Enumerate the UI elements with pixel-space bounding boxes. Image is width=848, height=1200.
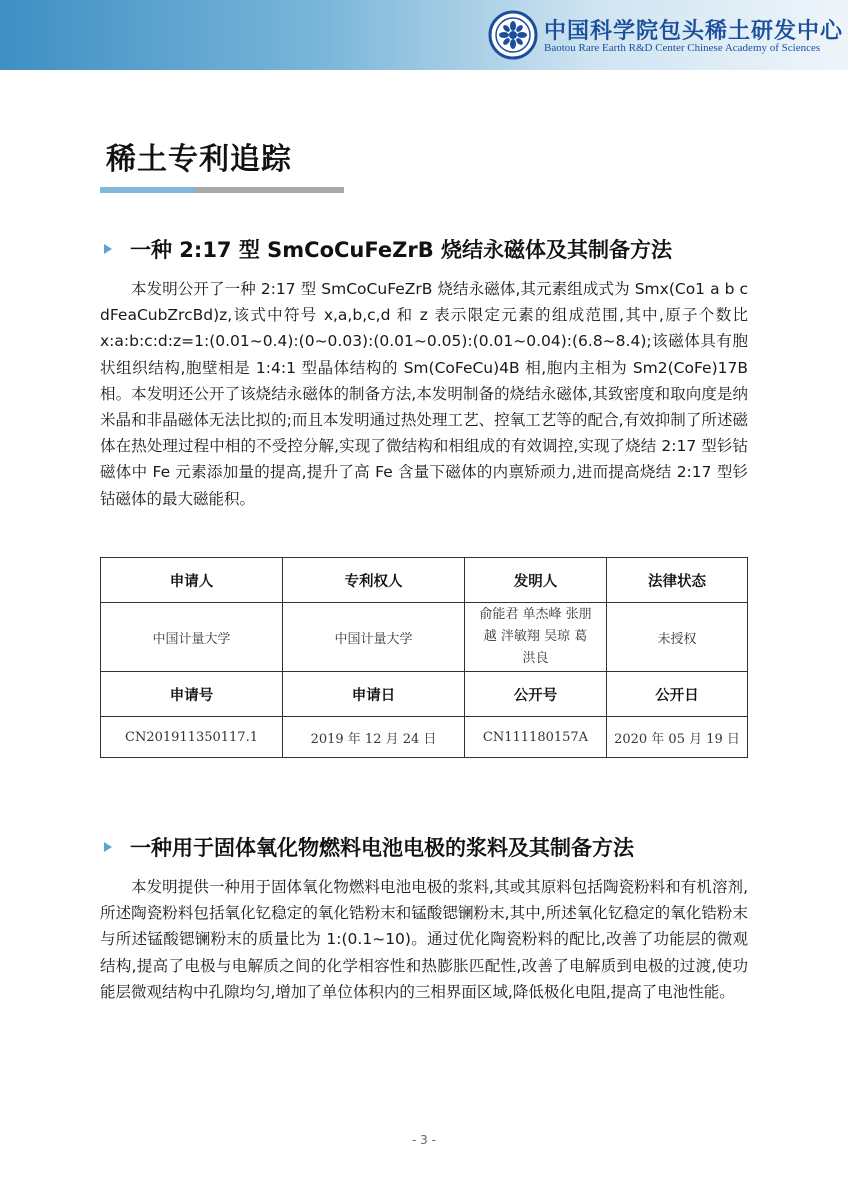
table-cell: 中国计量大学 [283, 603, 465, 672]
table-header-row [101, 558, 748, 603]
table-row [101, 603, 748, 672]
bullet-triangle-icon [104, 244, 112, 254]
patent-title [104, 234, 672, 264]
cas-emblem-icon [488, 10, 538, 60]
org-name-en: Baotou Rare Earth R&D Center Chinese Academy of Sciences [544, 42, 821, 54]
title-underline [196, 187, 344, 193]
page-number: - 3 - [412, 1133, 436, 1147]
table-header-cell: 申请人 [101, 558, 283, 603]
table-header-cell: 申请号 [101, 672, 283, 717]
org-name-cn: 中国科学院包头稀土研发中心 [544, 18, 844, 44]
section-title: 稀土专利追踪 [106, 142, 292, 177]
table-header-row [101, 672, 748, 717]
table-cell: CN201911350117.1 [101, 717, 283, 758]
bullet-triangle-icon [104, 842, 112, 852]
table-cell: 中国计量大学 [101, 603, 283, 672]
table-cell: CN111180157A [465, 717, 607, 758]
table-cell-inventors: 俞能君 单杰峰 张朋越 泮敏翔 吴琼 葛洪良 [465, 603, 607, 672]
org-logo [488, 10, 844, 60]
table-row [101, 717, 748, 758]
table-header-cell: 发明人 [465, 558, 607, 603]
patent-abstract: 本发明提供一种用于固体氧化物燃料电池电极的浆料,其或其原料包括陶瓷粉料和有机溶剂,所述陶瓷粉料包括氧化钇稳定的氧化锆粉末和锰酸锶镧粉末,其中,所述氧化钇稳定的氧化锆粉末与所述锰酸锶镧粉末的质量比为 1:(0.1~10)。通过优化陶瓷粉料的配比,改善了功能层的微观结构,提高了电极与电解质之间的化学相容性和热膨胀匹配性,改善了电解质到电极的过渡,使功能层微观结构中孔隙均匀,增加了单位体积内的三相界面区域,降低极化电阻,提高了电池性能。 [100, 878, 748, 1001]
table-cell: 2020 年 05 月 19 日 [607, 717, 748, 758]
table-cell: 2019 年 12 月 24 日 [283, 717, 465, 758]
table-header-cell: 申请日 [283, 672, 465, 717]
title-underline-accent [100, 187, 196, 193]
table-header-cell: 法律状态 [607, 558, 748, 603]
table-header-cell: 公开日 [607, 672, 748, 717]
patent-abstract: 本发明公开了一种 2:17 型 SmCoCuFeZrB 烧结永磁体,其元素组成式为 Smx(Co1 a b c dFeaCubZrcBd)z,该式中符号 x,a,b,c,d 和 z 表示限定元素的组成范围,其中,原子个数比 x:a:b:c:d:z=1:(0.01~0.4):(0~0.03):(0.01~0.05):(0.01~0.04):(6.8~8.4);该磁体具有胞状组织结构,胞壁相是 1:4:1 型晶体结构的 Sm(CoFeCu)4B 相,胞内主相为 Sm2(CoFe)17B 相。本发明还公开了该烧结永磁体的制备方法,本发明制备的烧结永磁体,其致密度和取向度是纳米晶和非晶磁体无法比拟的;而且本发明通过热处理工艺、控氧工艺等的配合,有效抑制了所述磁体在热处理过程中相的不受控分解,实现了微结构和相组成的有效调控,实现了烧结 2:17 型钐钴磁体中 Fe 元素添加量的提高,提升了高 Fe 含量下磁体的内禀矫顽力,进而提高烧结 2:17 型钐钴磁体的最大磁能积。 [100, 280, 748, 508]
table-header-cell: 专利权人 [283, 558, 465, 603]
patent-title [104, 832, 634, 862]
patent-info-table [100, 557, 748, 758]
table-cell: 未授权 [607, 603, 748, 672]
patent-title-text: 一种 2:17 型 SmCoCuFeZrB 烧结永磁体及其制备方法 [130, 238, 673, 262]
table-header-cell: 公开号 [465, 672, 607, 717]
patent-title-text: 一种用于固体氧化物燃料电池电极的浆料及其制备方法 [130, 836, 634, 860]
